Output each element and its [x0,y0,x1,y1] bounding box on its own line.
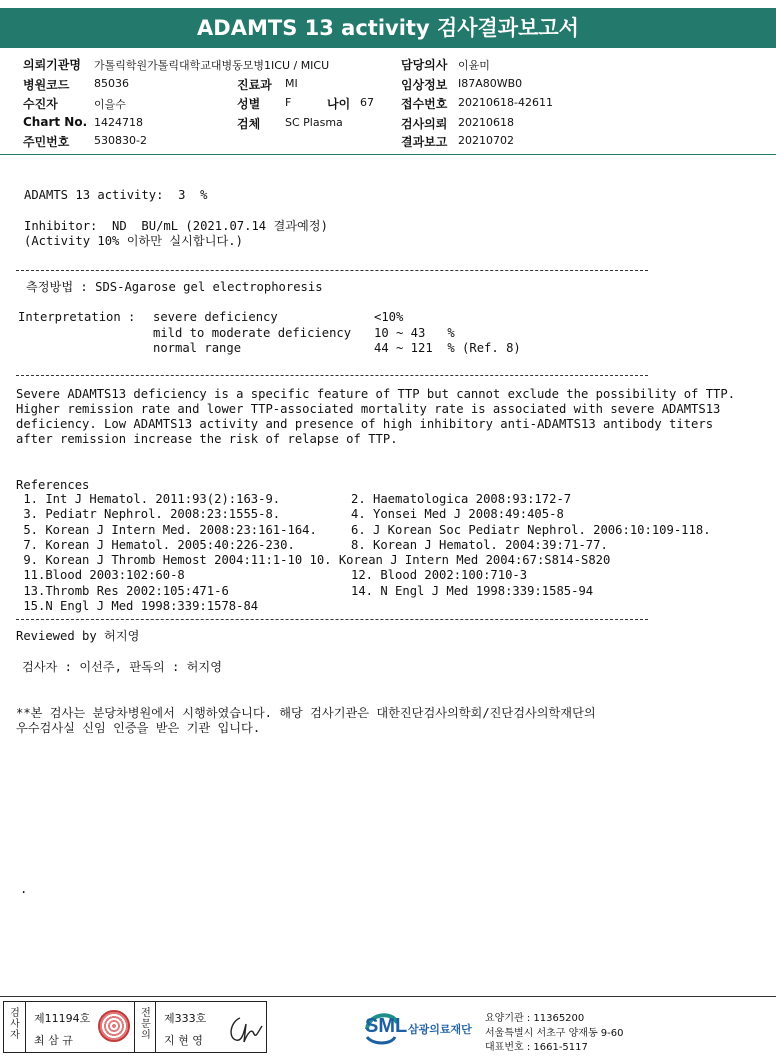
reader-license: 제333호 [164,1012,207,1025]
inhibitor-note: (Activity 10% 이하만 실시합니다.) [24,234,243,248]
interp-desc: mild to moderate deficiency [153,326,352,340]
interp-desc: severe deficiency [153,310,278,324]
reference-item: 7. Korean J Hematol. 2005:40:226-230. [16,538,295,552]
clinical-value: I87A80WB0 [458,77,523,90]
organization-address: 서울특별시 서초구 양재동 9-60 [485,1028,624,1039]
reference-item: 14. N Engl J Med 1998:339:1585-94 [351,584,594,598]
reference-item: 15.N Engl J Med 1998:339:1578-84 [16,599,259,613]
patient-value: 이을수 [94,98,126,111]
hospital-code-label: 병원코드 [23,78,70,92]
reference-item: 2. Haematologica 2008:93:172-7 [351,492,572,506]
notice-line: 우수검사실 신임 인증을 받은 기관 입니다. [16,721,261,735]
report-title: ADAMTS 13 activity 검사결과보고서 [0,8,776,48]
interpretation-label: Interpretation : [18,310,136,324]
comment-line: after remission increase the risk of relapse of TTP. [16,432,398,446]
comment-line: Severe ADAMTS13 deficiency is a specific feature of TTP but cannot exclude the possibility of TTP. [16,387,736,401]
tester-vertical-text: 검 사 자 [10,1008,20,1041]
patient-label: 수진자 [23,97,58,111]
reference-item: 6. J Korean Soc Pediatr Nephrol. 2006:10:109-118. [351,523,711,537]
age-label: 나이 [327,97,351,111]
chart-value: 1424718 [94,116,143,129]
reader-vertical-text: 전 문 의 [141,1008,151,1041]
report-footer [0,996,776,1064]
doctor-value: 이윤미 [458,59,490,72]
comment-line: Higher remission rate and lower TTP-associated mortality rate is associated with severe ADAMTS13 [16,402,721,416]
interp-range: 44 ~ 121 % (Ref. 8) [374,341,521,355]
reference-item: 4. Yonsei Med J 2008:49:405-8 [351,507,564,521]
request-label: 검사의뢰 [401,117,448,131]
institution-code: 요양기관 : 11365200 [485,1013,585,1024]
report-date-value: 20210702 [458,134,514,147]
resident-label: 주민번호 [23,135,70,149]
dept-value: MI [285,77,298,90]
receipt-label: 접수번호 [401,97,448,111]
interp-range: <10% [374,310,404,324]
request-value: 20210618 [458,116,514,129]
report-date-label: 결과보고 [401,135,448,149]
sml-logo-text: SML [365,1015,408,1037]
interp-range: 10 ~ 43 % [374,326,455,340]
comment-line: deficiency. Low ADAMTS13 activity and presence of high inhibitory anti-ADAMTS13 antibody titers [16,417,714,431]
reader-name: 지 현 영 [164,1034,203,1047]
reference-item: 1. Int J Hematol. 2011:93(2):163-9. [16,492,281,506]
resident-value: 530830-2 [94,134,147,147]
tester-seal-image [98,1010,130,1042]
reference-item: 8. Korean J Hematol. 2004:39:71-77. [351,538,608,552]
reference-item: 3. Pediatr Nephrol. 2008:23:1555-8. [16,507,281,521]
reviewed-by: Reviewed by 허지영 [16,629,140,643]
activity-result: ADAMTS 13 activity: 3 % [24,188,208,202]
tester-license: 제11194호 [34,1012,91,1025]
tester-vertical-label [9,1008,21,1041]
signature-box [3,1001,267,1053]
reference-item: 9. Korean J Thromb Hemost 2004:11:1-10 10. Korean J Intern Med 2004:67:S814-S820 [16,553,611,567]
reference-item: 5. Korean J Intern Med. 2008:23:161-164. [16,523,317,537]
sex-value: F [285,96,292,109]
hospital-code-value: 85036 [94,77,129,90]
clinical-label: 임상정보 [401,78,448,92]
organization-name: 삼광의료재단 [408,1023,472,1036]
examiners: 검사자 : 이선주, 판독의 : 허지영 [22,660,222,674]
specimen-value: SC Plasma [285,116,343,129]
chart-label: Chart No. [23,115,88,129]
sex-label: 성별 [237,97,261,111]
interp-desc: normal range [153,341,242,355]
divider [16,619,648,620]
institution-value: 가톨릭학원가톨릭대학교대병동모병1ICU / MICU [94,59,330,72]
inhibitor-result: Inhibitor: ND BU/mL (2021.07.14 결과예정) [24,219,328,233]
reference-item: 11.Blood 2003:102:60-8 [16,568,185,582]
doctor-label: 담당의사 [401,58,448,72]
age-value: 67 [360,96,374,109]
institution-label: 의뢰기관명 [23,58,81,72]
tester-name: 최 삼 규 [34,1034,73,1047]
reader-vertical-label [140,1008,152,1041]
method-text: 측정방법 : SDS-Agarose gel electrophoresis [26,280,323,294]
notice-line: **본 검사는 분당차병원에서 시행하였습니다. 해당 검사기관은 대한진단검사의학회/진단검사의학재단의 [16,706,596,720]
stray-dot: . [20,882,28,896]
receipt-value: 20210618-42611 [458,96,553,109]
reference-item: 13.Thromb Res 2002:105:471-6 [16,584,229,598]
reference-item: 12. Blood 2002:100:710-3 [351,568,528,582]
divider [16,270,648,271]
phone-number: 대표번호 : 1661-5117 [485,1042,588,1053]
dept-label: 진료과 [237,78,272,92]
signature-image [226,1012,266,1046]
header-divider [0,154,776,155]
divider [16,375,648,376]
references-title: References [16,478,90,492]
report-header [0,52,776,152]
specimen-label: 검체 [237,117,261,131]
